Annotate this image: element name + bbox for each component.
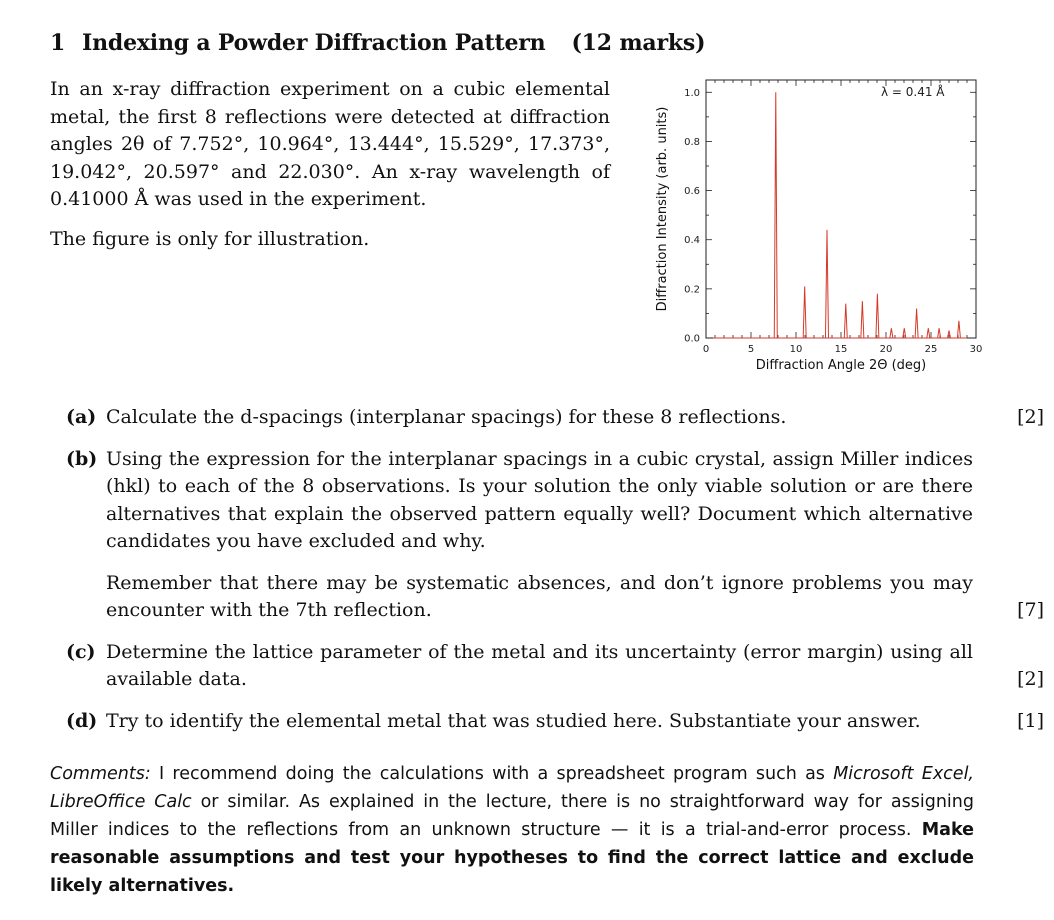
x-tick-label: 25 bbox=[924, 344, 938, 355]
y-tick-label: 0.0 bbox=[684, 333, 700, 345]
comments-paragraph bbox=[50, 760, 974, 900]
diffraction-peak bbox=[861, 301, 864, 338]
part-d-marks: [1] bbox=[1017, 709, 1044, 732]
x-axis-label: Diffraction Angle 2Θ (deg) bbox=[755, 358, 927, 373]
diffraction-chart bbox=[650, 76, 1000, 396]
diffraction-peak bbox=[825, 230, 828, 338]
part-c bbox=[66, 639, 1046, 694]
part-b bbox=[66, 446, 1046, 625]
x-tick-label: 30 bbox=[969, 344, 983, 355]
part-d bbox=[66, 708, 1046, 736]
diffraction-peak bbox=[803, 286, 806, 338]
diffraction-peak bbox=[915, 309, 918, 338]
y-tick-label: 0.4 bbox=[684, 235, 700, 247]
comments-lead: Comments: bbox=[50, 764, 151, 784]
diffraction-peak bbox=[927, 328, 930, 338]
comments-text-2: or similar. As explained in the lecture, there is no straightforward way for assigning Miller indices to the reflections from an unknown structure — it is a trial-and-error process. bbox=[50, 792, 974, 840]
diffraction-peak bbox=[876, 294, 879, 338]
question-number: 1 bbox=[50, 30, 66, 56]
part-a-text: Calculate the d-spacings (interplanar spacings) for these 8 reflections. bbox=[106, 406, 787, 428]
comments-apps: Microsoft Excel, LibreOffice Calc bbox=[50, 764, 974, 812]
diffraction-figure bbox=[650, 76, 1000, 396]
question-parts bbox=[66, 404, 1046, 749]
x-tick-label: 5 bbox=[747, 344, 755, 355]
comments-text-1: I recommend doing the calculations with a spreadsheet program such as bbox=[150, 764, 834, 784]
question-marks: (12 marks) bbox=[571, 30, 706, 56]
diffraction-peak bbox=[844, 304, 847, 338]
part-a-marks: [2] bbox=[1017, 406, 1044, 428]
x-tick-label: 10 bbox=[789, 344, 803, 355]
x-tick-label: 0 bbox=[702, 344, 710, 355]
plot-frame bbox=[706, 80, 976, 338]
part-c-text: Determine the lattice parameter of the metal and its uncertainty (error margin) using all available data. bbox=[106, 640, 973, 690]
y-tick-label: 0.8 bbox=[684, 136, 700, 148]
diffraction-peak bbox=[774, 92, 777, 338]
part-d-label: (d) bbox=[66, 709, 98, 732]
y-axis-label: Diffraction Intensity (arb. units) bbox=[655, 106, 670, 312]
part-c-label: (c) bbox=[66, 640, 96, 663]
part-b-label: (b) bbox=[66, 447, 98, 470]
x-tick-label: 15 bbox=[834, 344, 848, 355]
part-d-text: Try to identify the elemental metal that was studied here. Substantiate your answer. bbox=[106, 709, 921, 732]
x-tick-label: 20 bbox=[879, 344, 893, 355]
part-b-text2: Remember that there may be systematic absences, and don’t ignore problems you may encounter with the 7th reflection. bbox=[106, 571, 973, 621]
intro-paragraph: In an x-ray diffraction experiment on a cubic elemental metal, the first 8 reflections were detected at diffraction angles 2θ of 7.752°, 10.964°, 13.444°, 15.529°, 17.373°, 19.042°, 20.597° and 22.030°. An x-ray wavelength of 0.41000 Å was used in the experiment. bbox=[50, 78, 610, 210]
question-title: Indexing a Powder Diffraction Pattern bbox=[82, 30, 546, 56]
diffraction-peak bbox=[957, 321, 960, 338]
y-tick-label: 1.0 bbox=[684, 87, 700, 99]
y-tick-label: 0.2 bbox=[684, 284, 700, 296]
diffraction-peak bbox=[938, 328, 941, 338]
part-b-text: Using the expression for the interplanar spacings in a cubic crystal, assign Miller indices (hkl) to each of the 8 observations. Is your solution the only viable solution or are there alternatives that explain the observed pattern equally well? Document which alternative candidates you have excluded and why. bbox=[106, 447, 973, 552]
question-heading bbox=[50, 30, 705, 56]
figure-note: The figure is only for illustration. bbox=[50, 228, 370, 250]
part-b-marks: [7] bbox=[1017, 599, 1044, 621]
diffraction-peak bbox=[890, 328, 893, 338]
part-a bbox=[66, 404, 1046, 432]
part-a-label: (a) bbox=[66, 406, 97, 428]
part-c-marks: [2] bbox=[1017, 668, 1044, 690]
y-tick-label: 0.6 bbox=[684, 186, 700, 198]
wavelength-annotation: λ = 0.41 Å bbox=[880, 84, 945, 99]
comments-bold: Make reasonable assumptions and test your hypotheses to find the correct lattice and exclude likely alternatives. bbox=[50, 820, 974, 896]
